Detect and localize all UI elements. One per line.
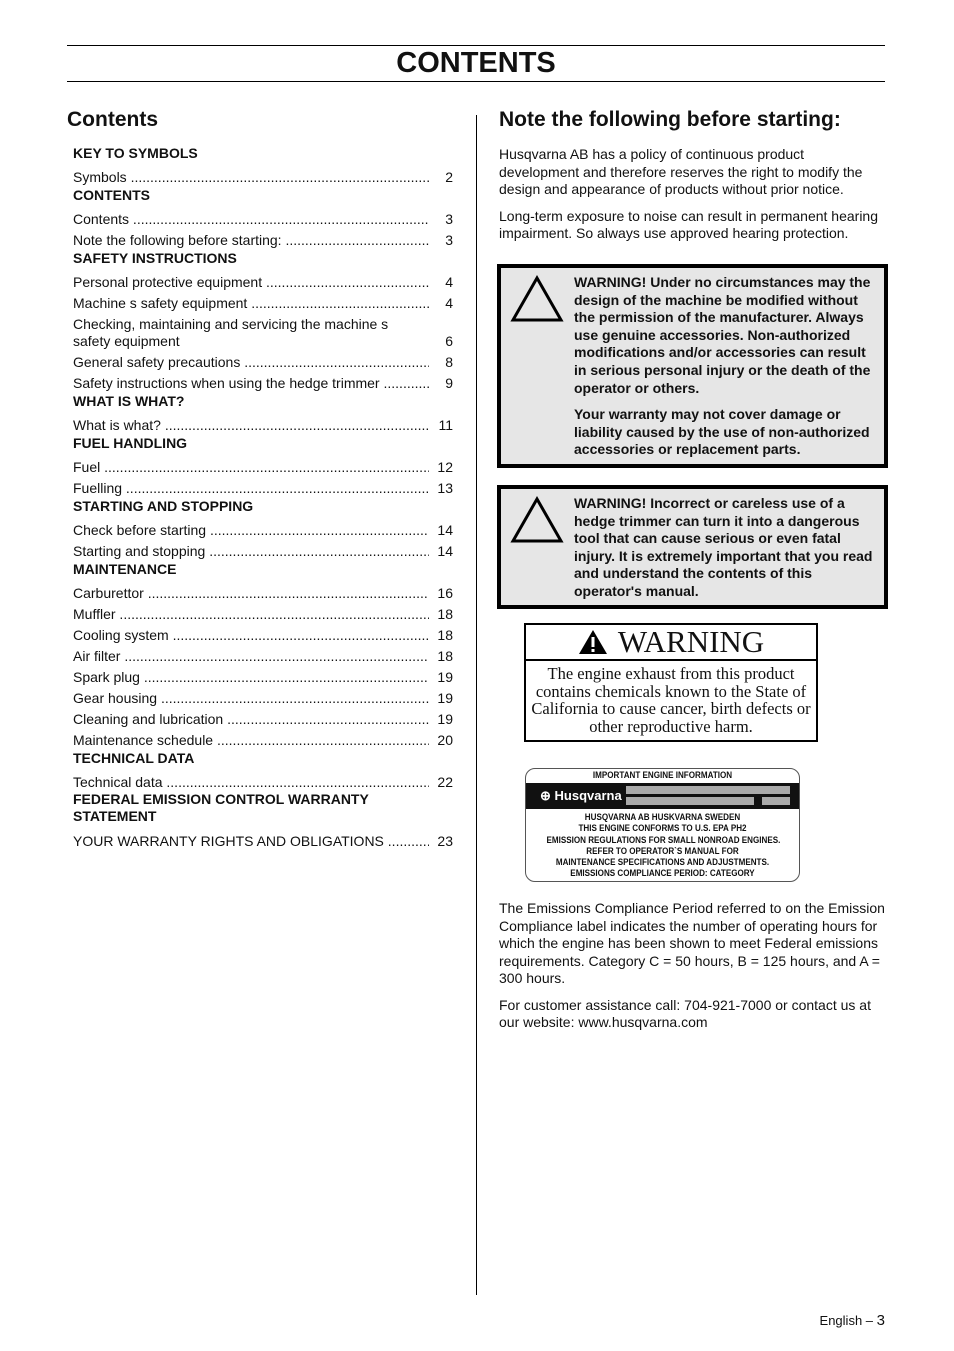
toc-entry[interactable] (73, 665, 453, 686)
toc-entry[interactable] (73, 291, 453, 312)
prop65-text: The engine exhaust from this product contains chemicals known to the State of California to cause cancer, birth defects or other reproductive harm. (531, 664, 811, 736)
customer-assistance: For customer assistance call: 704-921-7000 or contact us at our website: www.husqvarna.com (499, 996, 871, 1030)
toc-entry-label: Cooling system ..... (73, 626, 429, 644)
prop65-title: WARNING (617, 624, 765, 659)
toc-entry[interactable] (73, 707, 453, 728)
warning-box-modification (497, 264, 888, 468)
toc-section-heading: MAINTENANCE (73, 561, 177, 577)
title-rule (67, 81, 885, 82)
toc-entry-label: Cleaning and lubrication ..... (73, 710, 429, 728)
toc-entry-label: Fuelling ..... (73, 479, 429, 497)
toc-entry-label: Air filter ..... (73, 647, 429, 665)
table-of-contents (73, 144, 453, 850)
emission-label (525, 768, 800, 882)
toc-entry[interactable] (73, 539, 453, 560)
toc-entry-label: Machine s safety equipment ..... (73, 294, 429, 312)
toc-entry[interactable] (73, 623, 453, 644)
toc-entry-page: 9 (445, 375, 453, 391)
label-line: HUSQVARNA AB HUSKVARNA SWEDEN (584, 812, 741, 823)
toc-section-heading: CONTENTS (73, 187, 150, 203)
toc-entry-page: 3 (445, 211, 453, 227)
label-line: EMISSIONS COMPLIANCE PERIOD: CATEGORY (570, 868, 755, 880)
footer-language: English (819, 1313, 863, 1328)
toc-entry[interactable] (73, 312, 453, 350)
toc-section-heading: TECHNICAL DATA (73, 750, 195, 766)
toc-entry-page: 12 (437, 459, 453, 475)
toc-entry-label: Safety instructions when using the hedge trimmer ..... (73, 374, 429, 392)
emissions-paragraph: The Emissions Compliance Period referred to on the Emission Compliance label indicates the number of operating hours for which the engine has been shown to meet Federal emissions requirements. Category C = 50 hours, B = 125 hours, and A = 300 hours. (499, 900, 885, 986)
toc-entry[interactable] (73, 165, 453, 186)
page-number: 3 (876, 1312, 885, 1329)
toc-entry-page: 16 (437, 585, 453, 601)
toc-entry-label: Checking, maintaining and servicing the machine s safety equipment ..... (73, 316, 429, 350)
toc-entry-label: Spark plug ..... (73, 668, 429, 686)
toc-entry[interactable] (73, 476, 453, 497)
toc-entry-page: 3 (445, 232, 453, 248)
toc-entry[interactable] (73, 829, 453, 850)
toc-entry[interactable] (73, 686, 453, 707)
label-line: REFER TO OPERATOR`S MANUAL FOR (586, 845, 739, 857)
label-line: THIS ENGINE CONFORMS TO U.S. EPA PH2 (578, 823, 747, 835)
intro-text (499, 146, 885, 252)
toc-entry-page: 19 (437, 690, 453, 706)
toc-entry[interactable] (73, 728, 453, 749)
toc-entry-label: Technical data ..... (73, 773, 429, 791)
toc-entry[interactable] (73, 518, 453, 539)
warning-exclamation-icon (578, 629, 608, 655)
toc-entry-label: Maintenance schedule ..... (73, 731, 429, 749)
toc-section-heading: KEY TO SYMBOLS (73, 145, 198, 161)
warning-text: WARNING! Incorrect or careless use of a hedge trimmer can turn it into a dangerous tool that can cause serious or even fatal injury. It is extremely important that you read and understand the contents of this operator's manual. (574, 495, 873, 599)
page-title: CONTENTS (396, 47, 556, 79)
warning-text: Your warranty may not cover damage or liability caused by the use of non-authorized accessories or replacement parts. (574, 406, 870, 458)
intro-paragraph: Long-term exposure to noise can result in permanent hearing impairment. So always use approved hearing protection. (499, 207, 878, 241)
toc-entry-page: 4 (445, 295, 453, 311)
warning-triangle-icon (509, 495, 565, 545)
toc-entry-page: 23 (437, 833, 453, 849)
toc-section-heading: STARTING AND STOPPING (73, 498, 254, 514)
warning-box-careless-use (497, 485, 888, 609)
toc-entry[interactable] (73, 770, 453, 791)
toc-entry-label: Muffler ..... (73, 605, 429, 623)
note-heading: Note the following before starting: (499, 108, 841, 131)
brand-name: Husqvarna (554, 788, 622, 803)
toc-entry[interactable] (73, 350, 453, 371)
toc-entry[interactable] (73, 581, 453, 602)
toc-entry-label: Symbols ..... (73, 168, 429, 186)
toc-entry[interactable] (73, 644, 453, 665)
toc-entry[interactable] (73, 413, 453, 434)
contents-heading: Contents (67, 108, 158, 131)
outro-text (499, 900, 885, 1032)
toc-entry-label: Contents ..... (73, 210, 429, 228)
toc-entry-label: Note the following before starting: ..... (73, 231, 429, 249)
toc-entry-label: Fuel ..... (73, 458, 429, 476)
toc-entry-page: 11 (438, 417, 453, 433)
toc-section-heading: SAFETY INSTRUCTIONS (73, 250, 237, 266)
toc-entry-label: Carburettor ..... (73, 584, 429, 602)
toc-entry-page: 18 (437, 606, 453, 622)
toc-entry-page: 19 (437, 669, 453, 685)
toc-section-heading: FEDERAL EMISSION CONTROL WARRANTY STATEMENT (73, 791, 369, 824)
california-prop65-warning (524, 623, 818, 742)
toc-entry-page: 6 (445, 333, 453, 349)
toc-entry-page: 13 (437, 480, 453, 496)
toc-entry-page: 19 (437, 711, 453, 727)
toc-entry-label: Starting and stopping ..... (73, 542, 429, 560)
toc-entry[interactable] (73, 207, 453, 228)
toc-entry-page: 14 (437, 522, 453, 538)
toc-entry[interactable] (73, 602, 453, 623)
warning-text: WARNING! Under no circumstances may the design of the machine be modified without the permission of the manufacturer. Always use genuine accessories. Non-authorized modifications and/or accessories can result in serious personal injury or the death of the operator or others. (574, 274, 871, 396)
intro-paragraph: Husqvarna AB has a policy of continuous product development and therefore reserves the right to modify the design and appearance of products without prior notice. (499, 146, 863, 197)
toc-entry-page: 18 (437, 627, 453, 643)
toc-entry-page: 22 (437, 774, 453, 790)
label-line: EMISSION REGULATIONS FOR SMALL NONROAD ENGINES. (546, 834, 781, 846)
toc-entry-label: YOUR WARRANTY RIGHTS AND OBLIGATIONS ..... (73, 832, 429, 850)
toc-entry-label: Check before starting ..... (73, 521, 429, 539)
toc-entry-page: 14 (437, 543, 453, 559)
toc-entry-label: General safety precautions ..... (73, 353, 429, 371)
toc-entry-page: 4 (445, 274, 453, 290)
toc-section-heading: FUEL HANDLING (73, 435, 188, 451)
toc-entry-page: 8 (445, 354, 453, 370)
page-footer (820, 1312, 885, 1329)
toc-entry[interactable] (73, 455, 453, 476)
toc-entry-label: Personal protective equipment ..... (73, 273, 429, 291)
husqvarna-logo: ⊕ Husqvarna (540, 788, 622, 803)
toc-entry-label: What is what? ..... (73, 416, 429, 434)
toc-entry[interactable] (73, 228, 453, 249)
label-title: IMPORTANT ENGINE INFORMATION (592, 770, 733, 781)
label-line: MAINTENANCE SPECIFICATIONS AND ADJUSTMENTS. (555, 857, 770, 869)
toc-entry-label: Gear housing ..... (73, 689, 429, 707)
toc-section-heading: WHAT IS WHAT? (73, 393, 185, 409)
warning-triangle-icon (509, 274, 565, 324)
toc-entry-page: 18 (437, 648, 453, 664)
toc-entry-page: 20 (437, 732, 453, 748)
toc-entry[interactable] (73, 270, 453, 291)
toc-entry[interactable] (73, 371, 453, 392)
footer-separator: – (865, 1313, 874, 1328)
column-divider (476, 115, 477, 1295)
toc-entry-page: 2 (445, 169, 453, 185)
